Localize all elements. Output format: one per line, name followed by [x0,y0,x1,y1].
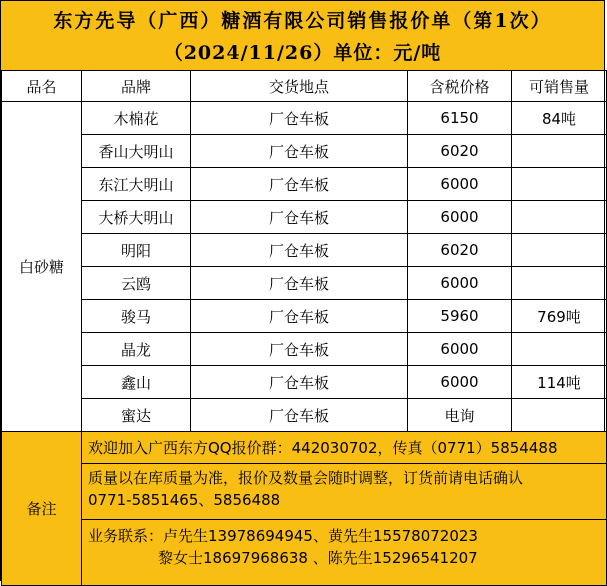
remarks-quality-line2: 0771-5851465、5856488 [88,491,281,509]
table-row [2,135,607,168]
table-row [2,234,607,267]
brand-cell: 晶龙 [82,333,191,366]
price-cell: 6020 [408,234,512,267]
remarks-row-quality [2,464,607,520]
location-cell: 厂仓车板 [191,234,408,267]
brand-cell: 鑫山 [82,366,191,399]
remarks-row-qq [2,432,607,464]
price-cell: 6000 [408,366,512,399]
location-cell: 厂仓车板 [191,201,408,234]
header-row [2,71,607,102]
price-cell: 5960 [408,300,512,333]
price-cell: 6000 [408,333,512,366]
brand-cell: 骏马 [82,300,191,333]
brand-cell: 大桥大明山 [82,201,191,234]
brand-cell: 香山大明山 [82,135,191,168]
price-cell: 电询 [408,399,512,432]
location-cell: 厂仓车板 [191,267,408,300]
remarks-contact-cell [82,520,607,586]
quantity-cell: 114吨 [512,366,607,399]
quantity-cell [512,267,607,300]
brand-cell: 明阳 [82,234,191,267]
location-cell: 厂仓车板 [191,168,408,201]
table-row [2,201,607,234]
header-price: 含税价格 [408,71,512,102]
header-location: 交货地点 [191,71,408,102]
quantity-cell [512,333,607,366]
table-row [2,366,607,399]
table-row [2,102,607,135]
quantity-cell [512,135,607,168]
brand-cell: 木棉花 [82,102,191,135]
remarks-quality-cell [82,464,607,520]
price-cell: 6150 [408,102,512,135]
quantity-cell [512,168,607,201]
table-row [2,399,607,432]
remarks-contact-line2: 黎女士18697968638 、陈先生15296541207 [158,549,478,567]
brand-cell: 东江大明山 [82,168,191,201]
quantity-cell [512,234,607,267]
title-band [1,1,604,71]
sheet-subtitle: （2024/11/26）单位：元/吨 [163,42,442,64]
price-cell: 6000 [408,267,512,300]
quantity-cell: 769吨 [512,300,607,333]
remarks-contact-line1: 业务联系：卢先生13978694945、黄先生15578072023 [88,527,478,545]
quantity-cell [512,399,607,432]
product-name-cell: 白砂糖 [2,102,82,432]
price-cell: 6000 [408,201,512,234]
location-cell: 厂仓车板 [191,399,408,432]
table-row [2,300,607,333]
remarks-quality-line1: 质量以在库质量为准，报价及数量会随时调整，订货前请电话确认 [88,469,524,487]
price-cell: 6020 [408,135,512,168]
location-cell: 厂仓车板 [191,102,408,135]
location-cell: 厂仓车板 [191,135,408,168]
table-row [2,168,607,201]
quantity-cell: 84吨 [512,102,607,135]
location-cell: 厂仓车板 [191,333,408,366]
table-row [2,333,607,366]
brand-cell: 蜜达 [82,399,191,432]
remarks-qq-text: 欢迎加入广西东方QQ报价群：442030702，传真（0771）5854488 [82,432,607,464]
brand-cell: 云鸥 [82,267,191,300]
remarks-row-contact [2,520,607,586]
location-cell: 厂仓车板 [191,366,408,399]
location-cell: 厂仓车板 [191,300,408,333]
header-brand: 品牌 [82,71,191,102]
table-row [2,267,607,300]
header-product: 品名 [2,71,82,102]
sheet-title: 东方先导（广西）糖酒有限公司销售报价单（第1次） [53,10,552,32]
quantity-cell [512,201,607,234]
price-cell: 6000 [408,168,512,201]
remarks-label: 备注 [2,432,82,586]
header-quantity: 可销售量 [512,71,607,102]
price-table [1,70,607,586]
